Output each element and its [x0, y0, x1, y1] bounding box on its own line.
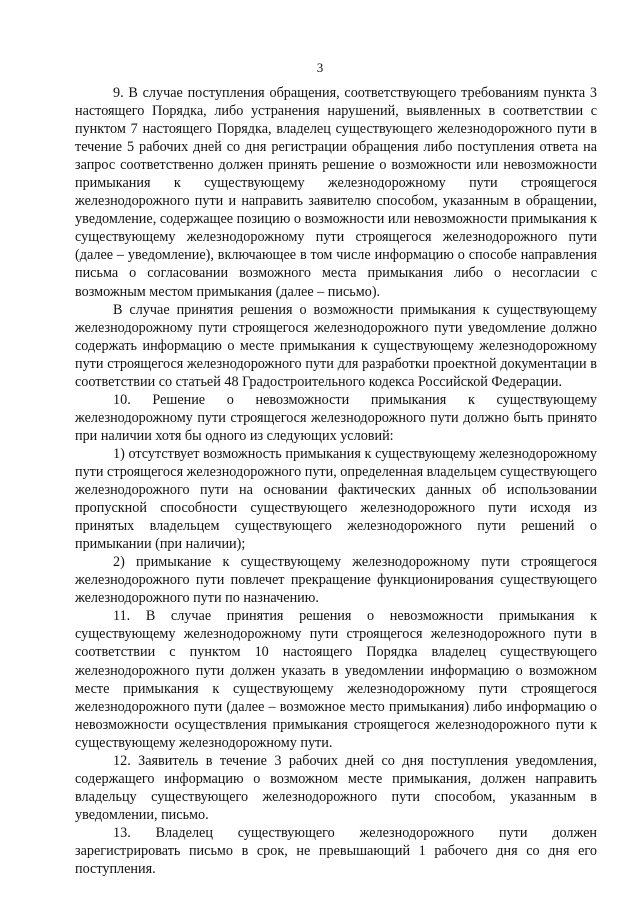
paragraph-12: 12. Заявитель в течение 3 рабочих дней со дня поступления уведомления, содержащего информацию о возможном месте примыкания, должен направить владельцу существующего железнодорожного пути способом, указанным в уведомлении, письмо.	[75, 752, 597, 823]
paragraph-11: 11. В случае принятия решения о невозможности примыкания к существующему железнодорожному пути строящегося железнодорожного пути в соответствии с пунктом 10 настоящего Порядка владелец существующего железнодорожного пути должен указать в уведомлении информацию о возможном месте примыкания к существующему железнодорожному пути строящегося железнодорожного пути (далее – возможное место примыкания) либо информацию о невозможности осуществления примыкания строящегося железнодорожного пути к существующему железнодорожному пути.	[75, 608, 597, 751]
paragraph-13: 13. Владелец существующего железнодорожного пути должен зарегистрировать письмо в срок, не превышающий 1 рабочего дня со дня его поступления.	[75, 824, 597, 878]
document-body	[75, 84, 597, 878]
paragraph-10-item-2: 2) примыкание к существующему железнодорожному пути строящегося железнодорожного пути повлечет прекращение функционирования существующего железнодорожного пути по назначению.	[75, 554, 597, 607]
paragraph-9: 9. В случае поступления обращения, соответствующего требованиям пункта 3 настоящего Порядка, либо устранения нарушений, выявленных в соответствии с пунктом 7 настоящего Порядка, владелец существующего железнодорожного пути в течение 5 рабочих дней со дня регистрации обращения либо поступления ответа на запрос соответственно должен принять решение о возможности или невозможности примыкания к существующему железнодорожному пути строящегося железнодорожного пути и направить заявителю способом, указанным в обращении, уведомление, содержащее позицию о возможности или невозможности примыкания к существующему железнодорожному пути строящегося железнодорожного пути (далее – уведомление), включающее в том числе информацию о способе направления письма о согласовании возможного места примыкания либо о несогласии с возможным местом примыкания (далее – письмо).	[75, 85, 597, 300]
paragraph-9-continuation: В случае принятия решения о возможности примыкания к существующему железнодорожному пути строящегося железнодорожного пути уведомление должно содержать информацию о месте примыкания к существующему железнодорожному пути строящегося железнодорожного пути для разработки проектной документации в соответствии со статьей 48 Градостроительного кодекса Российской Федерации.	[75, 301, 597, 390]
page-number: 3	[316, 60, 324, 75]
paragraph-10-item-1: 1) отсутствует возможность примыкания к существующему железнодорожному пути строящегося железнодорожного пути, определенная владельцем существующего железнодорожного пути на основании фактических данных об использовании пропускной способности существующего железнодорожного пути исходя из принятых владельцем существующего железнодорожного пути решений о примыкании (при наличии);	[75, 445, 597, 553]
paragraph-10: 10. Решение о невозможности примыкания к существующему железнодорожному пути строящегося железнодорожного пути должно быть принято при наличии хотя бы одного из следующих условий:	[75, 391, 597, 444]
